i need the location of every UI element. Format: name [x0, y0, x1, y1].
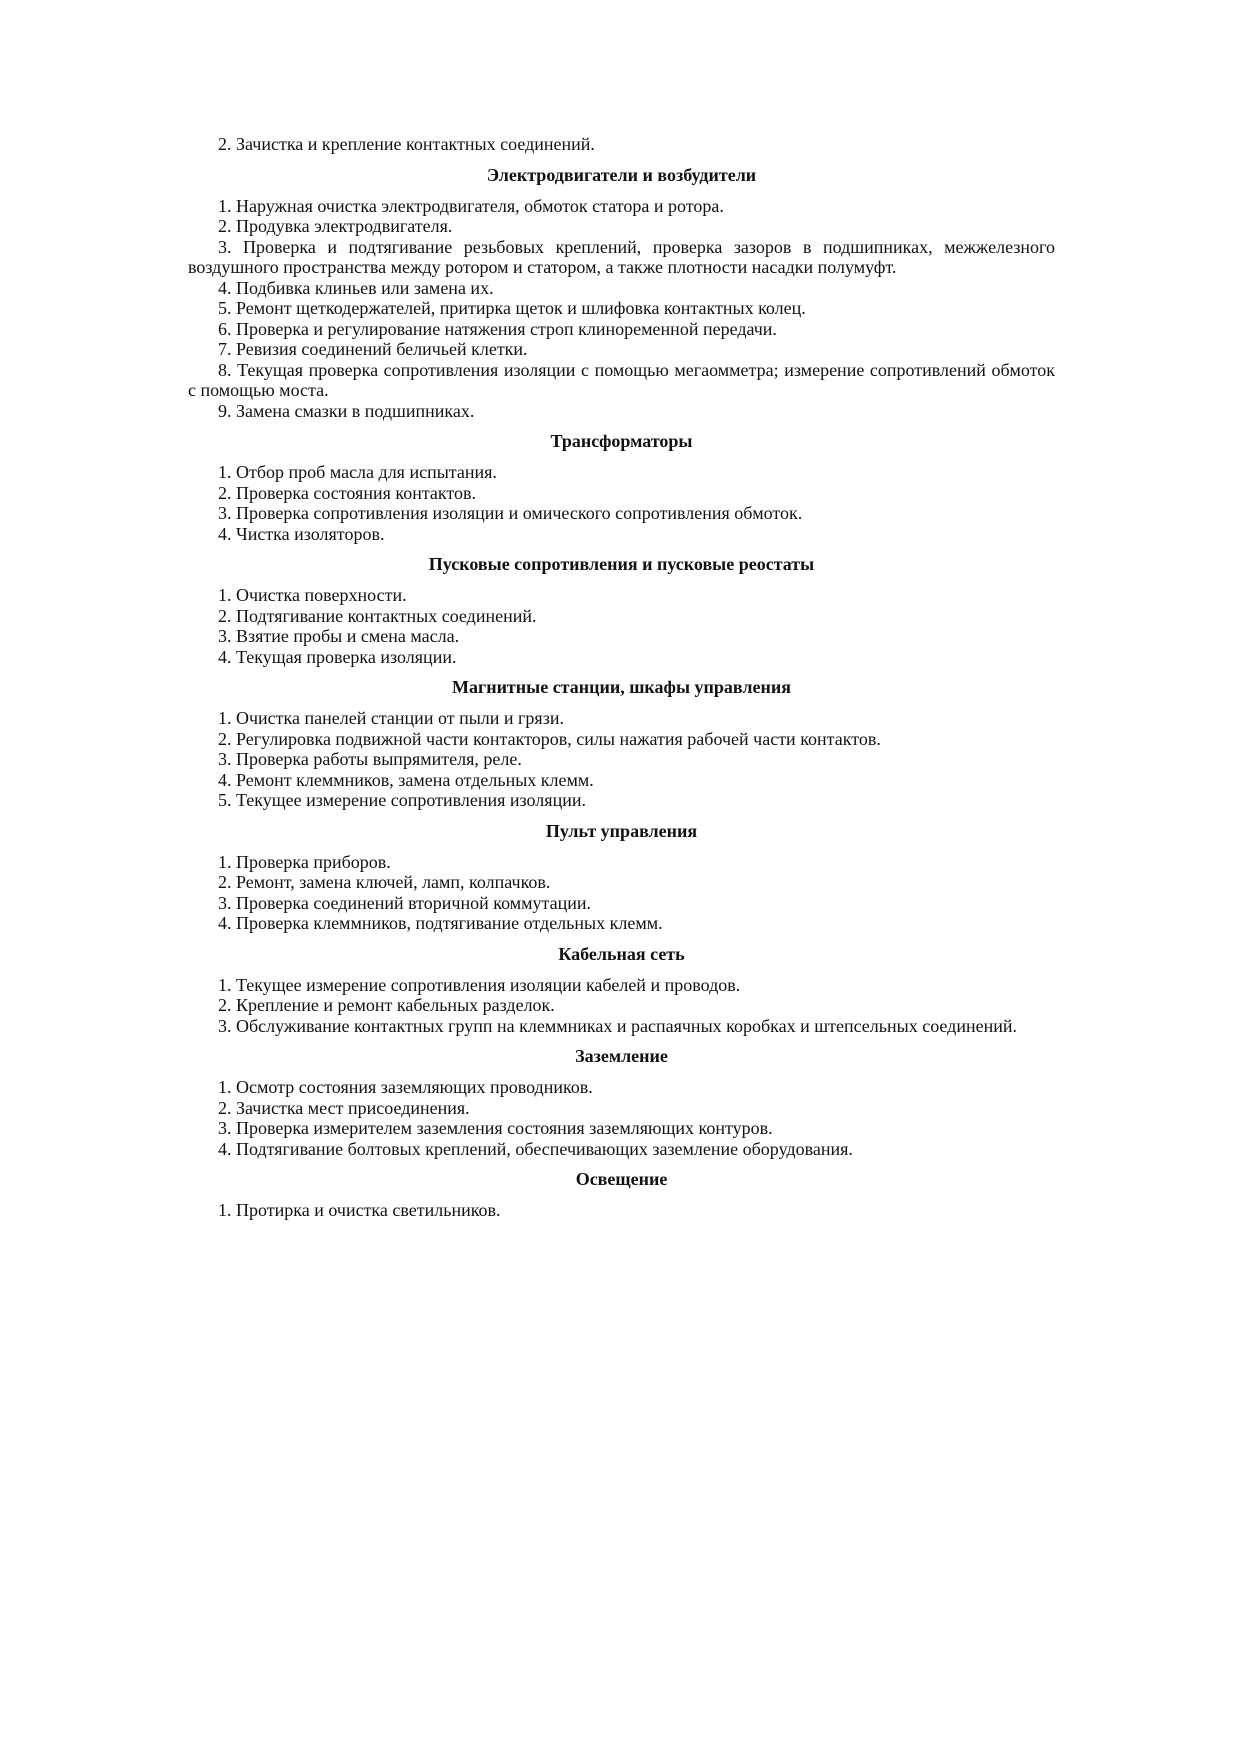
list-item: 2. Проверка состояния контактов.	[218, 482, 477, 503]
list-item: 3. Проверка и подтягивание резьбовых креплений, проверка зазоров в подшипниках, межжелезного воздушного пространства между ротором и статором, а также плотности насадки полумуфт.	[188, 236, 1055, 277]
list-item: 3. Проверка соединений вторичной коммутации.	[218, 892, 591, 913]
list-item: 1. Протирка и очистка светильников.	[218, 1200, 501, 1220]
list-item: 5. Ремонт щеткодержателей, притирка щеток и шлифовка контактных колец.	[218, 298, 806, 318]
section	[188, 1046, 1055, 1159]
list-item: 2. Регулировка подвижной части контакторов, силы нажатия рабочей части контактов.	[218, 728, 881, 749]
list-item: 3. Взятие пробы и смена масла.	[218, 626, 460, 646]
document-page	[188, 134, 1055, 1221]
section-heading: Магнитные станции, шкафы управления	[452, 677, 791, 698]
section-heading: Трансформаторы	[550, 431, 693, 452]
list-item: 7. Ревизия соединений беличьей клетки.	[218, 339, 528, 359]
list-item: 2. Ремонт, замена ключей, ламп, колпачков.	[218, 872, 551, 892]
list-item: 3. Обслуживание контактных групп на клеммниках и распаячных коробках и штепсельных соединений.	[218, 1015, 1017, 1036]
list-item: 4. Проверка клеммников, подтягивание отдельных клемм.	[218, 913, 663, 933]
list-item: 2. Крепление и ремонт кабельных разделок.	[218, 995, 555, 1015]
list-item: 1. Отбор проб масла для испытания.	[218, 462, 497, 482]
list-item: 4. Текущая проверка изоляции.	[218, 646, 457, 667]
list-item: 1. Наружная очистка электродвигателя, обмоток статора и ротора.	[218, 195, 724, 216]
list-item: 6. Проверка и регулирование натяжения строп клиноременной передачи.	[218, 318, 777, 339]
sections	[188, 165, 1055, 1221]
section	[188, 677, 1055, 810]
section-heading: Пульт управления	[545, 820, 698, 841]
list-item: 2. Зачистка мест присоединения.	[218, 1097, 470, 1118]
intro-item: 2. Зачистка и крепление контактных соединений.	[218, 134, 595, 154]
section-heading: Кабельная сеть	[558, 943, 685, 964]
section-heading: Электродвигатели и возбудители	[486, 164, 757, 185]
list-item: 3. Проверка работы выпрямителя, реле.	[218, 749, 522, 769]
list-item: 1. Осмотр состояния заземляющих проводников.	[218, 1077, 593, 1097]
list-item: 5. Текущее измерение сопротивления изоляции.	[218, 790, 586, 810]
section	[188, 431, 1055, 544]
list-item: 8. Текущая проверка сопротивления изоляции с помощью мегаомметра; измерение сопротивлений обмоток с помощью моста.	[188, 359, 1055, 400]
list-item: 1. Очистка поверхности.	[218, 585, 407, 605]
list-item: 1. Текущее измерение сопротивления изоляции кабелей и проводов.	[218, 974, 741, 995]
list-item: 1. Очистка панелей станции от пыли и грязи.	[218, 708, 564, 728]
list-item: 4. Чистка изоляторов.	[218, 523, 385, 544]
list-item: 9. Замена смазки в подшипниках.	[218, 400, 475, 421]
list-item: 4. Ремонт клеммников, замена отдельных клемм.	[218, 769, 594, 790]
section	[188, 1169, 1055, 1220]
list-item: 2. Подтягивание контактных соединений.	[218, 605, 537, 626]
section	[188, 554, 1055, 667]
list-item: 3. Проверка сопротивления изоляции и омического сопротивления обмоток.	[218, 503, 803, 523]
section-heading: Освещение	[575, 1169, 668, 1190]
list-item: 1. Проверка приборов.	[218, 851, 391, 872]
section-heading: Пусковые сопротивления и пусковые реостаты	[428, 554, 815, 575]
list-item: 3. Проверка измерителем заземления состояния заземляющих контуров.	[218, 1118, 773, 1138]
section	[188, 165, 1055, 421]
section	[188, 944, 1055, 1036]
list-item: 4. Подбивка клиньев или замена их.	[218, 277, 494, 298]
section	[188, 821, 1055, 934]
list-item: 2. Продувка электродвигателя.	[218, 216, 453, 236]
list-item: 4. Подтягивание болтовых креплений, обеспечивающих заземление оборудования.	[218, 1138, 853, 1159]
section-heading: Заземление	[575, 1046, 668, 1067]
